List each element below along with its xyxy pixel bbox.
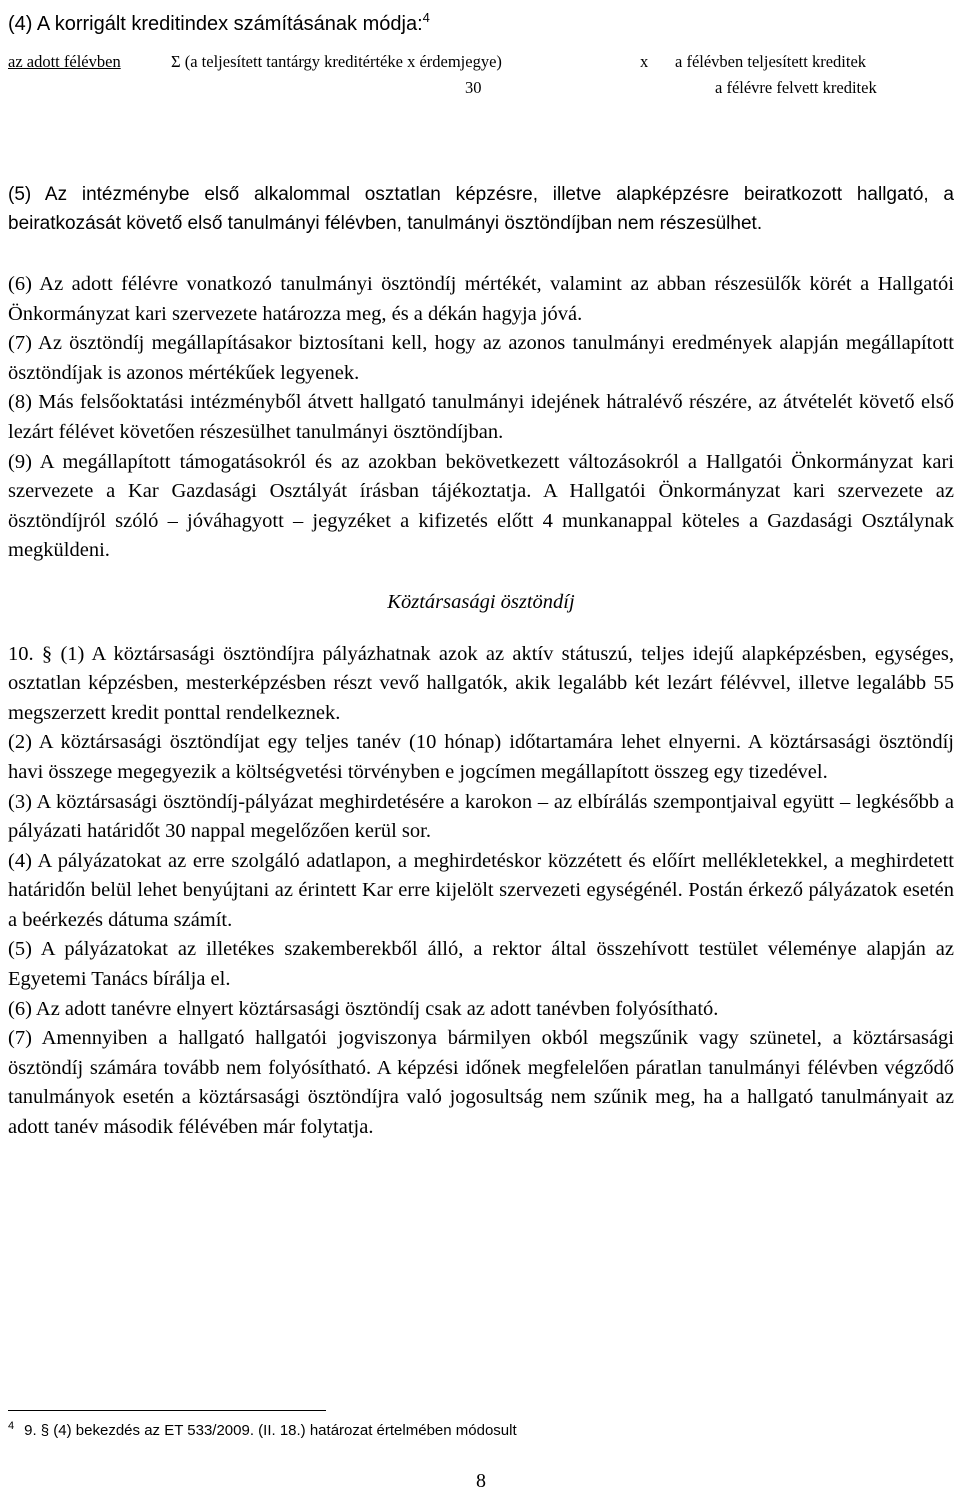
paragraph-7: (7) Az ösztöndíj megállapításakor biztosítani kell, hogy az azonos tanulmányi eredmények alapján megállapított ösztöndíjak is azonos mértékűek legyenek. <box>8 332 954 384</box>
paragraph-10-6: (6) Az adott tanévre elnyert köztársasági ösztöndíj csak az adott tanévben folyósítható. <box>8 997 719 1020</box>
paragraph-5: (5) Az intézménybe első alkalommal osztatlan képzésre, illetve alapképzésre beiratkozott hallgató, a beiratkozását követő első tanulmányi félévben, tanulmányi ösztöndíjban nem részesülhet. <box>8 184 954 234</box>
formula-divisor: 30 <box>465 78 482 97</box>
footnote-text: 9. § (4) bekezdés az ET 533/2009. (II. 18.) határozat értelmében módosult <box>24 1422 517 1439</box>
body-text <box>8 270 954 1143</box>
paragraph-10-2: (2) A köztársasági ösztöndíjat egy teljes tanév (10 hónap) időtartamára lehet elnyerni. A köztársasági ösztöndíj havi összege megegyezik a költségvetési törvényben e jogcímen megállapított összeg egy tizedével. <box>8 731 954 783</box>
paragraph-10-3: (3) A köztársasági ösztöndíj-pályázat meghirdetésére a karokon – az elbírálás szempontjaival együtt – legkésőbb a pályázati határidőt 30 nappal megelőzően kerül sor. <box>8 790 954 843</box>
footnote-mark: 4 <box>8 1420 15 1432</box>
paragraph-8: (8) Más felsőoktatási intézményből átvett hallgató tanulmányi idejének hátralévő részére, az átvételét követő első lezárt félévet követően részesülhet tanulmányi ösztöndíjban. <box>8 391 954 443</box>
footnote <box>8 1420 517 1439</box>
paragraph-10-4: (4) A pályázatokat az erre szolgáló adatlapon, a meghirdetéskor közzétett és előírt mellékletekkel, a meghirdetett határidőn belül lehet benyújtani az érintett Kar erre kijelölt szervezeti egységénél. Postán érkező pályázatok esetén a beérkezés dátuma számít. <box>8 849 954 931</box>
paragraph-6: (6) Az adott félévre vonatkozó tanulmányi ösztöndíj mértékét, valamint az abban részesülők körét a Hallgatói Önkormányzat kari szervezete határozza meg, és a dékán hagyja jóvá. <box>8 273 954 325</box>
paragraph-10-5: (5) A pályázatokat az illetékes szakemberekből álló, a rektor által összehívott testület véleménye alapján az Egyetemi Tanács bírálja el. <box>8 938 954 991</box>
page-number: 8 <box>476 1470 486 1492</box>
formula-left: az adott félévben <box>8 52 121 71</box>
paragraph-5-block <box>8 180 954 238</box>
formula-right-bottom: a félévre felvett kreditek <box>715 78 877 97</box>
formula-sum: Σ (a teljesített tantárgy kreditértéke x érdemjegye) <box>171 52 502 71</box>
footnote-divider <box>8 1410 326 1411</box>
footnote-reference: 4 <box>422 10 430 25</box>
formula-right-top: a félévben teljesített kreditek <box>675 52 867 71</box>
formula-times: x <box>640 52 649 71</box>
kreditindex-formula <box>8 52 956 102</box>
paragraph-10-7: (7) Amennyiben a hallgató hallgatói jogviszonya bármilyen okból megszűnik vagy szünetel, a köztársasági ösztöndíj számára tovább nem folyósítható. A képzési időnek megfelelően páratlan tanulmányi félévben végződő tanulmányok esetén a köztársasági ösztöndíjra való jogosultság nem szűnik meg, ha a hallgató tanulmányait az adott tanév második félévében már folytatja. <box>8 1027 954 1139</box>
paragraph-9: (9) A megállapított támogatásokról és az azokban bekövetkezett változásokról a Hallgatói Önkormányzat kari szervezete a Kar Gazdasági Osztályát írásban tájékoztatja. A Hallgatói Önkormányzat kari szervezete az ösztöndíjról szóló – jóváhagyott – jegyzéket a kifizetés előtt 4 munkanappal köteles a Gazdasági Osztálynak megküldeni. <box>8 450 954 562</box>
section-4-heading <box>8 6 430 36</box>
section-title: Köztársasági ösztöndíj <box>387 590 575 613</box>
heading-text: (4) A korrigált kreditindex számításának módja: <box>8 13 423 35</box>
paragraph-10-1: 10. § (1) A köztársasági ösztöndíjra pályázhatnak azok az aktív státuszú, teljes idejű alapképzésben, egységes, osztatlan képzésben, mesterképzésben részt vevő hallgatók, akik legalább két lezárt félévvel, illetve legalább 55 megszerzett kredit ponttal rendelkeznek. <box>8 642 954 724</box>
